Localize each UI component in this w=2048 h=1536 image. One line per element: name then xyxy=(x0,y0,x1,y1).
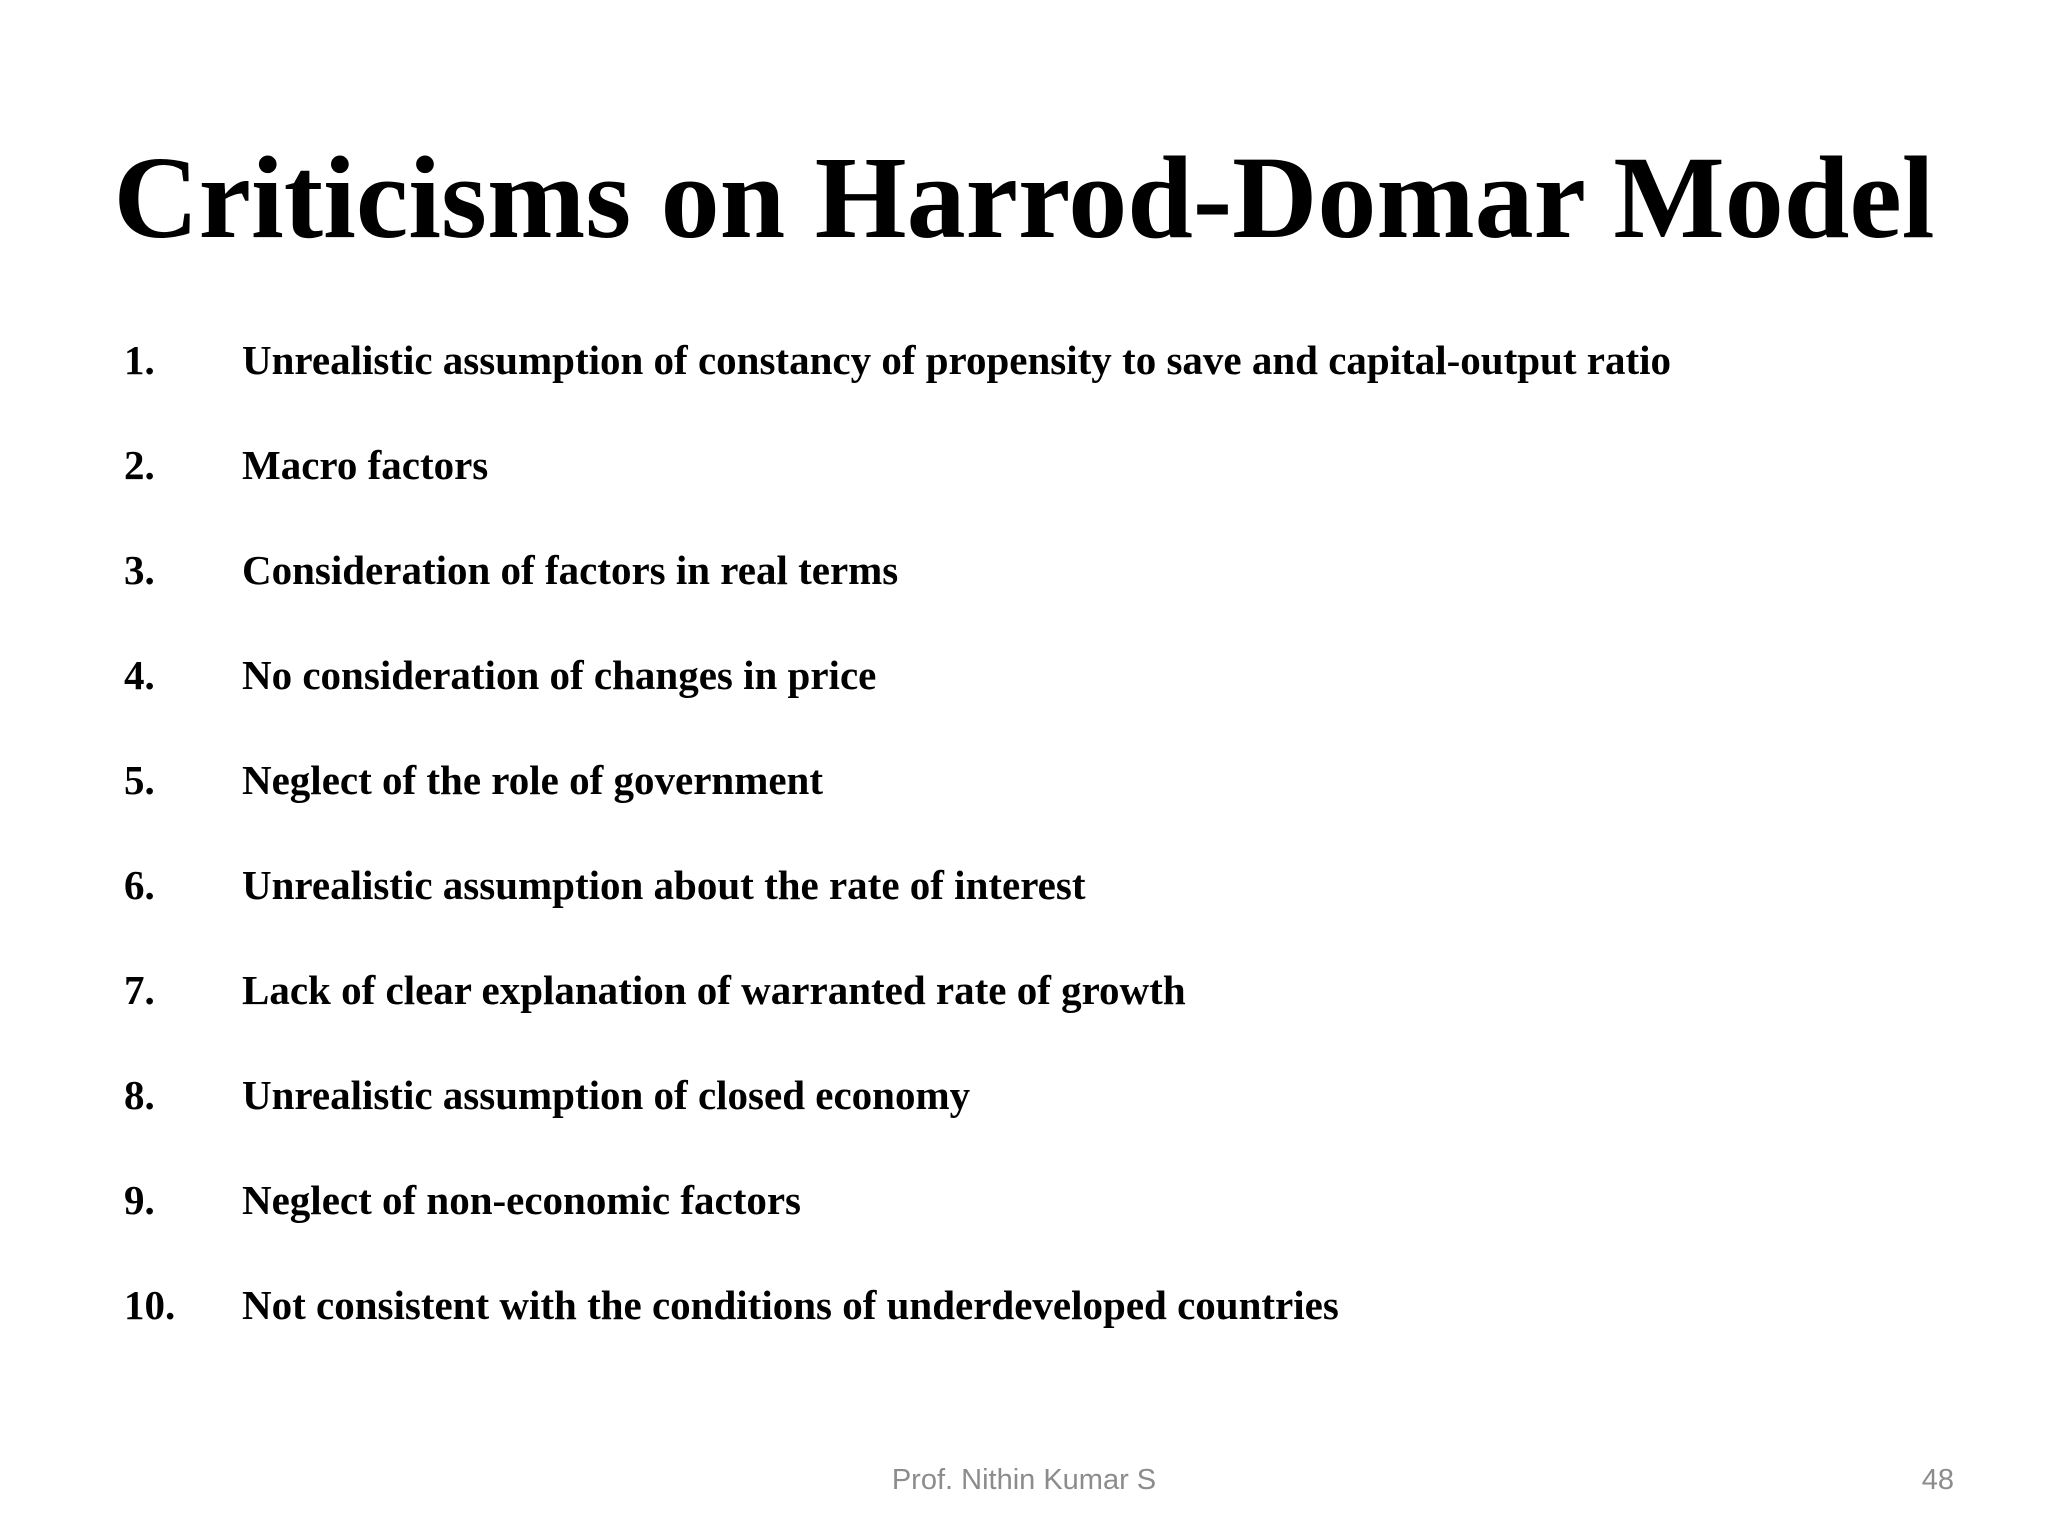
list-item xyxy=(124,1166,1984,1271)
item-text: Unrealistic assumption of constancy of propensity to save and capital-output ratio xyxy=(242,337,1671,383)
item-text: Not consistent with the conditions of underdeveloped countries xyxy=(242,1282,1339,1328)
item-number: 8. xyxy=(124,1072,155,1118)
list-item xyxy=(124,1271,1984,1376)
item-text: Neglect of non-economic factors xyxy=(242,1177,802,1223)
item-number: 1. xyxy=(124,337,155,383)
slide-number: 48 xyxy=(1921,1464,1954,1496)
list-item xyxy=(124,1061,1984,1166)
item-number: 2. xyxy=(124,442,155,488)
item-number: 7. xyxy=(124,967,155,1013)
list-item xyxy=(124,326,1984,431)
item-text: Consideration of factors in real terms xyxy=(242,547,899,593)
footer-author: Prof. Nithin Kumar S xyxy=(891,1464,1157,1496)
list-item xyxy=(124,536,1984,641)
item-text: Macro factors xyxy=(242,442,489,488)
item-number: 4. xyxy=(124,652,155,698)
list-item xyxy=(124,431,1984,536)
item-number: 5. xyxy=(124,757,155,803)
item-text: Unrealistic assumption of closed economy xyxy=(242,1072,971,1118)
item-text: Lack of clear explanation of warranted rate of growth xyxy=(242,967,1186,1013)
item-number: 3. xyxy=(124,547,155,593)
list-item xyxy=(124,641,1984,746)
item-number: 10. xyxy=(124,1282,176,1328)
item-text: Neglect of the role of government xyxy=(242,757,824,803)
item-number: 9. xyxy=(124,1177,155,1223)
item-text: Unrealistic assumption about the rate of interest xyxy=(242,862,1086,908)
list-item xyxy=(124,851,1984,956)
item-text: No consideration of changes in price xyxy=(242,652,877,698)
list-item xyxy=(124,956,1984,1061)
criticism-list xyxy=(124,326,1984,1376)
item-number: 6. xyxy=(124,862,155,908)
list-item xyxy=(124,746,1984,851)
slide-title: Criticisms on Harrod-Domar Model xyxy=(113,132,1935,263)
